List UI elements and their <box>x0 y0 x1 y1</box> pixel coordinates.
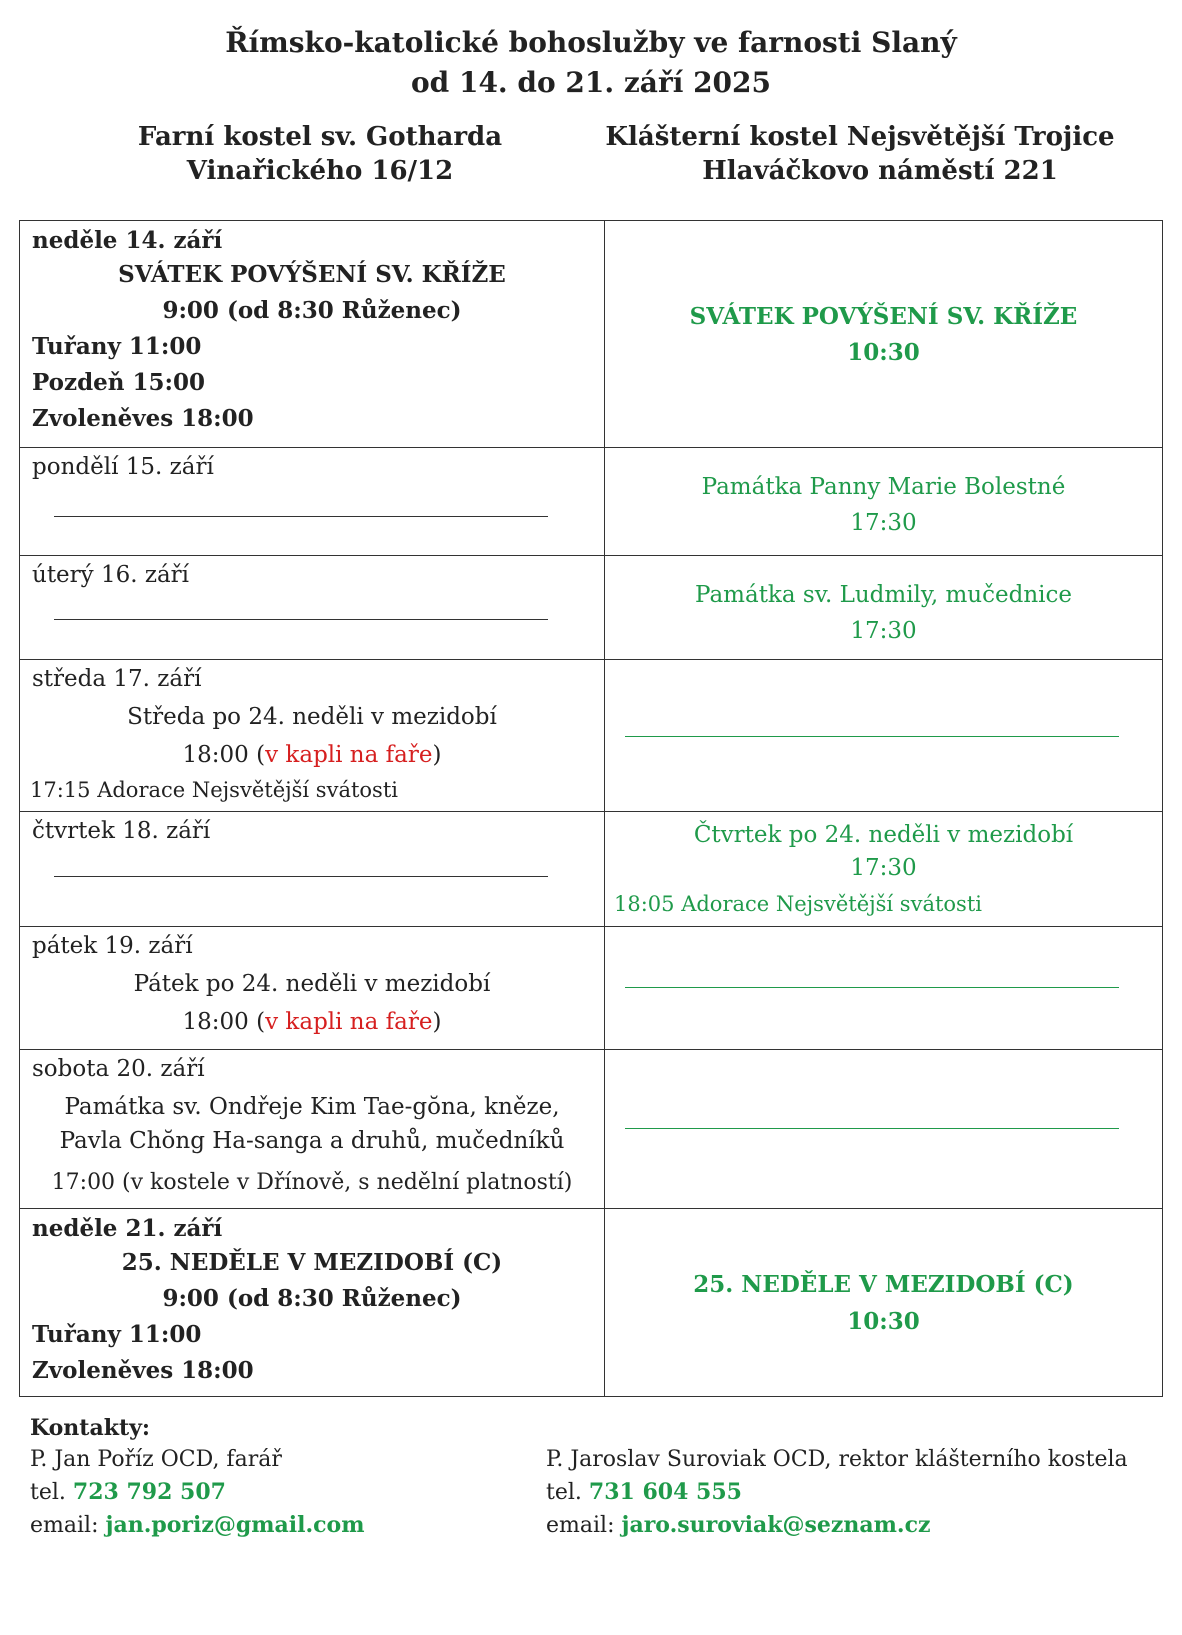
chapel-location: v kapli na faře <box>265 1009 433 1035</box>
mass-time: 17:00 (v kostele v Dřínově, s nedělní platností) <box>51 1170 573 1195</box>
contacts-heading: Kontakty: <box>30 1415 151 1441</box>
table-row <box>20 556 1163 660</box>
page-title-line1: Římsko-katolické bohoslužby ve farnosti Slaný <box>225 26 957 59</box>
left-cell <box>20 1209 605 1397</box>
day-label: neděle 21. září <box>32 1215 223 1242</box>
empty-line <box>625 736 1119 737</box>
email-label: email: <box>546 1513 615 1538</box>
right-cell <box>605 927 1163 1050</box>
empty-line <box>625 1128 1119 1129</box>
table-row <box>20 660 1163 812</box>
left-cell <box>20 221 605 448</box>
day-label: úterý 16. září <box>32 562 190 588</box>
right-cell <box>605 812 1163 927</box>
contact-email <box>546 1509 1128 1542</box>
table-row <box>20 927 1163 1050</box>
tel-number[interactable]: 723 792 507 <box>72 1479 226 1505</box>
email-label: email: <box>30 1513 99 1538</box>
mass-time: 9:00 (od 8:30 Růženec) <box>162 297 462 324</box>
feast-name: SVÁTEK POVÝŠENÍ SV. KŘÍŽE <box>689 303 1078 330</box>
day-label: neděle 14. září <box>32 227 223 254</box>
contact-name: P. Jan Poříz OCD, farář <box>30 1447 282 1472</box>
mass-time: 17:30 <box>850 510 917 536</box>
feast-name: Středa po 24. neděli v mezidobí <box>127 704 497 730</box>
contact-phone <box>30 1476 365 1509</box>
contacts-left <box>30 1412 365 1542</box>
feast-name: Památka sv. Ludmily, mučednice <box>695 582 1072 608</box>
tel-label: tel. <box>546 1480 582 1505</box>
contact-phone <box>546 1476 1128 1509</box>
day-label: pondělí 15. září <box>32 454 214 480</box>
tel-number[interactable]: 731 604 555 <box>588 1479 742 1505</box>
mass-time-close: ) <box>432 742 442 768</box>
extra-mass: Zvoleněves 18:00 <box>32 405 254 432</box>
adoration-note: 18:05 Adorace Nejsvětější svátosti <box>614 892 982 916</box>
mass-time <box>20 1009 604 1035</box>
extra-mass: Zvoleněves 18:00 <box>32 1357 254 1384</box>
feast-name: Pátek po 24. neděli v mezidobí <box>133 971 491 997</box>
feast-name-line2: Pavla Chŏng Ha-sanga a druhů, mučedníků <box>59 1128 565 1154</box>
table-row <box>20 812 1163 927</box>
extra-mass: Pozdeň 15:00 <box>32 369 206 396</box>
right-cell <box>605 221 1163 448</box>
table-row <box>20 1209 1163 1397</box>
mass-time-hour: 18:00 ( <box>182 742 266 768</box>
feast-name: SVÁTEK POVÝŠENÍ SV. KŘÍŽE <box>118 261 506 288</box>
table-row <box>20 1050 1163 1209</box>
page-title-line2: od 14. do 21. září 2025 <box>410 66 772 99</box>
feast-name: Čtvrtek po 24. neděli v mezidobí <box>693 822 1074 848</box>
left-cell <box>20 660 605 812</box>
chapel-location: v kapli na faře <box>265 742 433 768</box>
day-label: pátek 19. září <box>32 933 193 959</box>
contact-email <box>30 1509 365 1542</box>
left-cell <box>20 812 605 927</box>
schedule-table <box>19 220 1163 1397</box>
mass-time: 17:30 <box>850 855 917 881</box>
table-row <box>20 448 1163 556</box>
extra-mass: Tuřany 11:00 <box>32 333 202 360</box>
mass-time: 9:00 (od 8:30 Růženec) <box>162 1285 462 1312</box>
day-label: čtvrtek 18. září <box>32 818 211 844</box>
right-cell <box>605 1050 1163 1209</box>
feast-name: 25. NEDĚLE V MEZIDOBÍ (C) <box>693 1271 1074 1298</box>
empty-line <box>54 876 548 877</box>
feast-name-line1: Památka sv. Ondřeje Kim Tae-gŏna, kněze, <box>64 1094 560 1120</box>
mass-time <box>20 742 604 768</box>
right-church-name: Klášterní kostel Nejsvětější Trojice <box>605 122 1115 152</box>
empty-line <box>54 619 548 620</box>
adoration-note: 17:15 Adorace Nejsvětější svátosti <box>30 778 398 802</box>
right-cell <box>605 1209 1163 1397</box>
feast-name: 25. NEDĚLE V MEZIDOBÍ (C) <box>121 1249 503 1276</box>
left-cell <box>20 927 605 1050</box>
left-church-address: Vinařického 16/12 <box>186 156 454 186</box>
mass-time: 17:30 <box>850 618 917 644</box>
contacts-right <box>546 1444 1128 1542</box>
email-link[interactable]: jan.poriz@gmail.com <box>105 1512 365 1538</box>
table-row <box>20 221 1163 448</box>
empty-line <box>625 987 1119 988</box>
left-cell <box>20 1050 605 1209</box>
mass-time-hour: 18:00 ( <box>182 1009 266 1035</box>
tel-label: tel. <box>30 1480 66 1505</box>
feast-name: Památka Panny Marie Bolestné <box>701 474 1066 500</box>
email-link[interactable]: jaro.suroviak@seznam.cz <box>621 1512 931 1538</box>
left-cell <box>20 448 605 556</box>
mass-time-close: ) <box>432 1009 442 1035</box>
left-church-name: Farní kostel sv. Gotharda <box>137 122 503 152</box>
mass-time: 10:30 <box>847 1308 920 1335</box>
empty-line <box>54 516 548 517</box>
right-cell <box>605 448 1163 556</box>
day-label: sobota 20. září <box>32 1056 205 1082</box>
mass-time: 10:30 <box>847 339 920 366</box>
extra-mass: Tuřany 11:00 <box>32 1321 202 1348</box>
right-cell <box>605 660 1163 812</box>
right-church-address: Hlaváčkovo náměstí 221 <box>702 156 1058 186</box>
day-label: středa 17. září <box>32 666 202 692</box>
right-cell <box>605 556 1163 660</box>
contact-name: P. Jaroslav Suroviak OCD, rektor klášterního kostela <box>546 1447 1128 1472</box>
left-cell <box>20 556 605 660</box>
